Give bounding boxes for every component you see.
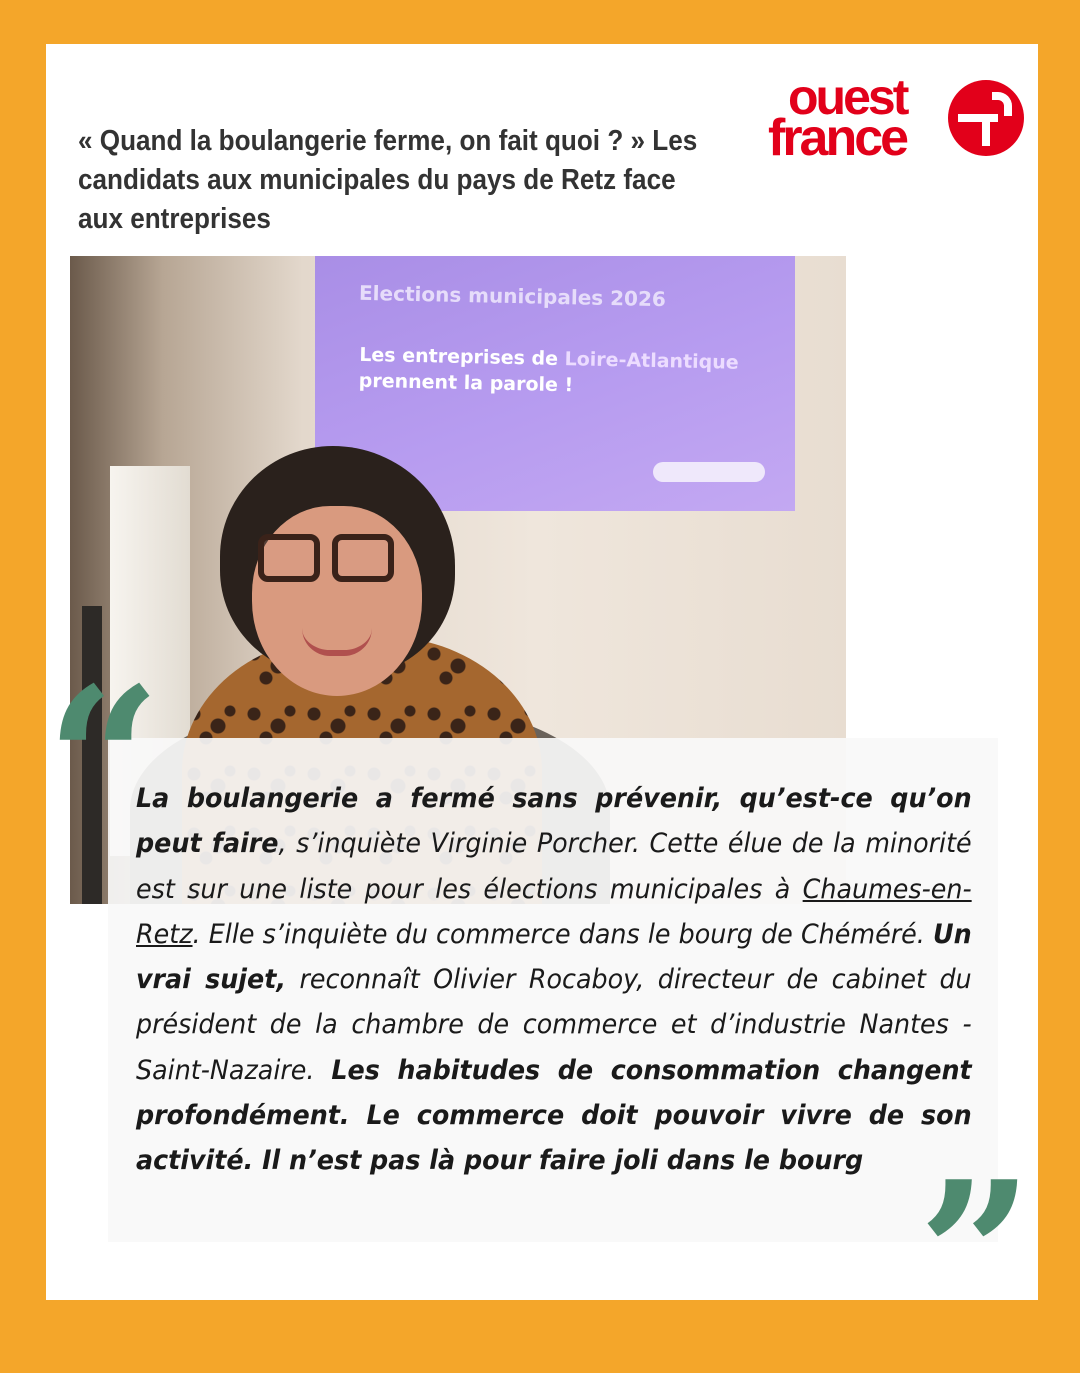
screen-subtitle: Les entreprises de Loire-Atlantique prennent la parole ! (358, 343, 739, 397)
glasses-right (332, 534, 394, 582)
article-headline: « Quand la boulangerie ferme, on fait quoi ? » Les candidats aux municipales du pays de Retz face aux entreprises (78, 125, 698, 235)
article-card (46, 44, 1038, 1373)
close-quote-icon: ” (918, 1138, 1034, 1373)
screen-title: Elections municipales 2026 (358, 280, 667, 312)
quote-text (136, 776, 972, 1184)
quote-bold-2: Un vrai sujet, (136, 918, 972, 996)
open-quote-icon: “ (46, 644, 162, 879)
ouest-france-logo (768, 69, 1024, 172)
quote-span-3: reconnaît Olivier Rocaboy, directeur de cabinet du président de la chambre de commerce et d’industrie Nantes - Saint-Nazaire. (136, 964, 972, 1086)
logo-word-ouest: ouest (788, 69, 907, 125)
quote-span-1: , s’inquiète Virginie Porcher. Cette élue de la minorité est sur une liste pour les élections municipales à (136, 828, 972, 905)
logo-circle-icon (948, 80, 1024, 156)
quote-bold-3: Les habitudes de consommation changent profondément. Le commerce doit pouvoir vivre de son activité. Il n’est pas là pour faire joli dans le bourg (136, 1054, 972, 1177)
place-link[interactable]: Chaumes-en-Retz (136, 873, 972, 950)
glasses-left (258, 534, 320, 582)
logo-word-france: france (768, 109, 907, 167)
screen-badge (653, 462, 765, 482)
quote-span-2: . Elle s’inquiète du commerce dans le bourg de Chéméré. (192, 918, 933, 950)
quote-box (108, 738, 998, 1242)
quote-bold-1: La boulangerie a fermé sans prévenir, qu’est-ce qu’on peut faire (136, 783, 972, 860)
